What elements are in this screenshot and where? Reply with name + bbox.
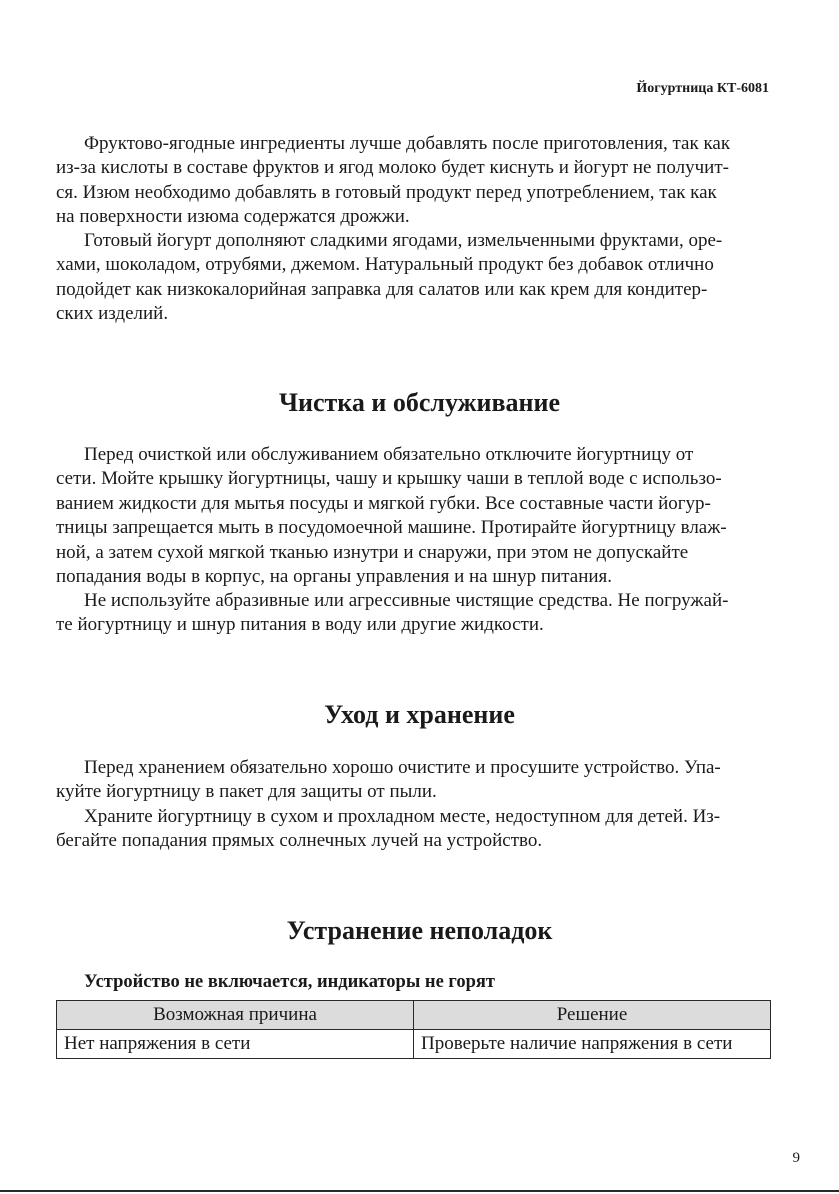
intro-paragraph-2 bbox=[56, 229, 776, 327]
text-line: Не используйте абразивные или агрессивные чистящие средства. Не погружай- bbox=[84, 590, 729, 611]
text-line: ских изделий. bbox=[56, 303, 169, 325]
page-header-title: Йогуртница КТ-6081 bbox=[636, 81, 769, 96]
table-row bbox=[57, 1030, 771, 1059]
bottom-divider bbox=[0, 1190, 839, 1192]
cleaning-paragraph-1 bbox=[56, 443, 776, 589]
text-line: ной, а затем сухой мягкой тканью изнутри и снаружи, при этом не допускайте bbox=[56, 541, 689, 563]
text-line: Фруктово-ягодные ингредиенты лучше добавлять после приготовления, так как bbox=[84, 133, 731, 154]
intro-paragraph-1 bbox=[56, 132, 776, 230]
page-number: 9 bbox=[792, 1150, 800, 1166]
text-line: хами, шоколадом, отрубями, джемом. Натуральный продукт без добавок отлично bbox=[56, 254, 714, 276]
storage-paragraph-1 bbox=[56, 756, 776, 805]
troubleshooting-table bbox=[56, 1000, 771, 1059]
section-title-troubleshooting: Устранение неполадок bbox=[286, 916, 553, 945]
text-line: Храните йогуртницу в сухом и прохладном месте, недоступном для детей. Из- bbox=[84, 806, 721, 827]
text-line: ся. Изюм необходимо добавлять в готовый продукт перед употреблением, так как bbox=[56, 181, 717, 203]
text-line: ванием жидкости для мытья посуды и мягкой губки. Все составные части йогур- bbox=[56, 492, 711, 514]
table-header-row bbox=[57, 1001, 771, 1030]
text-line: бегайте попадания прямых солнечных лучей на устройство. bbox=[56, 830, 543, 852]
storage-paragraph-2 bbox=[56, 805, 776, 854]
text-line: сети. Мойте крышку йогуртницы, чашу и крышку чаши в теплой воде с использо- bbox=[56, 468, 722, 490]
text-line: подойдет как низкокалорийная заправка для салатов или как крем для кондитер- bbox=[56, 278, 708, 300]
text-line: куйте йогуртницу в пакет для защиты от пыли. bbox=[56, 781, 437, 803]
text-line: те йогуртницу и шнур питания в воду или другие жидкости. bbox=[56, 614, 544, 636]
text-line: тницы запрещается мыть в посудомоечной машине. Протирайте йогуртницу влаж- bbox=[56, 517, 727, 539]
text-line: из-за кислоты в составе фруктов и ягод молоко будет киснуть и йогурт не получит- bbox=[56, 157, 729, 179]
text-line: Перед хранением обязательно хорошо очистите и просушите устройство. Упа- bbox=[84, 757, 721, 778]
text-line: попадания воды в корпус, на органы управления и на шнур питания. bbox=[56, 566, 613, 588]
table-cell-solution: Проверьте наличие напряжения в сети bbox=[414, 1030, 771, 1059]
table-cell-cause: Нет напряжения в сети bbox=[57, 1030, 414, 1059]
troubleshooting-subtitle: Устройство не включается, индикаторы не горят bbox=[84, 972, 495, 992]
section-title-storage: Уход и хранение bbox=[324, 700, 515, 729]
text-line: на поверхности изюма содержатся дрожжи. bbox=[56, 206, 410, 228]
cleaning-paragraph-2 bbox=[56, 589, 776, 638]
column-header-cause: Возможная причина bbox=[57, 1001, 414, 1030]
text-line: Готовый йогурт дополняют сладкими ягодами, измельченными фруктами, оре- bbox=[84, 230, 723, 251]
column-header-solution: Решение bbox=[414, 1001, 771, 1030]
section-title-cleaning: Чистка и обслуживание bbox=[278, 388, 561, 417]
text-line: Перед очисткой или обслуживанием обязательно отключите йогуртницу от bbox=[84, 444, 694, 465]
